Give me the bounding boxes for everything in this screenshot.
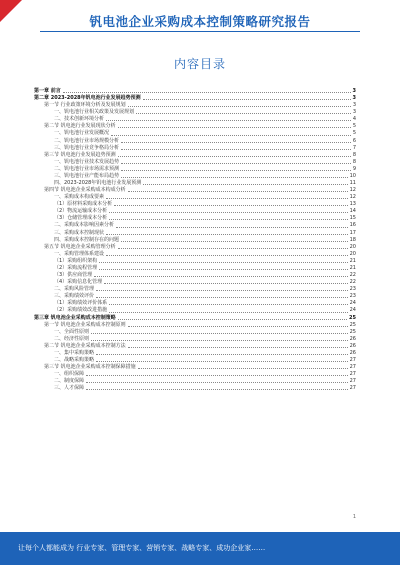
toc-entry[interactable] <box>34 152 356 159</box>
toc-entry-title: 第三节 钒电池企业采购成本控制保障措施 <box>44 364 136 371</box>
toc-leader-dots <box>109 311 347 313</box>
toc-leader-dots <box>121 148 351 150</box>
toc-entry-page: 15 <box>349 215 356 222</box>
toc-leader-dots <box>96 289 348 291</box>
toc-entry-page: 14 <box>349 208 356 215</box>
toc-entry-title: 三、人才保障 <box>54 385 85 392</box>
toc-leader-dots <box>128 105 351 107</box>
toc-entry[interactable] <box>34 159 356 166</box>
header-divider <box>40 31 360 32</box>
toc-entry-page: 4 <box>352 116 356 123</box>
toc-entry-page: 20 <box>349 243 356 250</box>
toc-entry-page: 27 <box>349 385 356 392</box>
toc-leader-dots <box>99 261 347 263</box>
toc-entry-page: 16 <box>349 222 356 229</box>
toc-entry-title: （1）原材料采购成本分析 <box>54 201 113 208</box>
toc-leader-dots <box>91 332 348 334</box>
toc-leader-dots <box>121 176 348 178</box>
toc-leader-dots <box>121 162 351 164</box>
toc-entry-page: 9 <box>352 165 356 172</box>
toc-entry-title: 第一节 钒电池企业采购成本控制原则 <box>44 321 126 328</box>
toc-entry-page: 7 <box>352 144 356 151</box>
toc-entry-title: 第二节 钒电池企业采购成本控制方法 <box>44 342 126 349</box>
toc-entry-title: 一、钒电池行业相关政策及发展规划 <box>54 109 135 116</box>
toc-leader-dots <box>91 339 348 341</box>
toc-entry-page: 25 <box>349 321 356 328</box>
toc-entry-page: 20 <box>349 250 356 257</box>
toc-entry[interactable] <box>34 258 356 265</box>
page-footer <box>0 532 400 565</box>
toc-entry-title: 四、采购成本控制存在的问题 <box>54 236 120 243</box>
toc-entry-page: 22 <box>349 272 356 279</box>
toc-entry-title: 一、钒电池行业发展概况 <box>54 130 110 137</box>
toc-entry-page: 17 <box>349 229 356 236</box>
toc-entry-title: 第三章 钒电池企业采购成本控制策略 <box>34 314 116 321</box>
toc-entry-title: 第三节 钒电池行业发展趋势预测 <box>44 151 116 158</box>
toc-leader-dots <box>106 197 348 199</box>
toc-entry-title: 第一章 前言 <box>34 88 61 94</box>
toc-entry-page: 24 <box>349 307 356 314</box>
toc-entry-title: 二、战略采购策略 <box>54 356 95 363</box>
toc-leader-dots <box>121 240 348 242</box>
toc-leader-dots <box>118 126 351 128</box>
toc-entry[interactable] <box>34 343 356 350</box>
toc-entry-title: 三、采购绩效评价 <box>54 293 95 300</box>
toc-entry[interactable] <box>34 173 356 180</box>
toc-entry-page: 5 <box>352 130 356 137</box>
toc-entry-title: 一、集中采购策略 <box>54 349 95 356</box>
toc-entry[interactable] <box>34 329 356 336</box>
toc-entry-title: 一、采购管理体系建设 <box>54 250 105 257</box>
toc-entry-title: 三、采购成本控制现状 <box>54 229 105 236</box>
toc-leader-dots <box>96 353 348 355</box>
toc-leader-dots <box>106 254 348 256</box>
toc-leader-dots <box>104 282 347 284</box>
toc-entry-page: 8 <box>352 158 356 165</box>
toc-entry-page: 22 <box>349 279 356 286</box>
toc-heading: 内容目录 <box>173 57 226 71</box>
toc-entry-page: 12 <box>349 194 356 201</box>
toc-entry[interactable] <box>34 350 356 357</box>
toc-entry[interactable] <box>34 322 356 329</box>
toc-entry-page: 5 <box>352 123 356 130</box>
toc-entry-page: 27 <box>349 364 356 371</box>
toc-leader-dots <box>128 346 348 348</box>
toc-entry-title: 二、钒电池行业市场规模分析 <box>54 137 120 144</box>
toc-entry-title: （1）采购绩效评价体系 <box>54 300 108 307</box>
toc-entry-title: （2）物流运输成本分析 <box>54 208 108 215</box>
toc-entry-title: （2）采购绩效改进措施 <box>54 307 108 314</box>
toc-entry[interactable] <box>34 385 356 392</box>
toc-entry[interactable] <box>34 237 356 244</box>
toc-entry-title: （3）供应商管理 <box>54 272 93 279</box>
toc-entry-title: 第五节 钒电池企业采购管理分析 <box>44 243 116 250</box>
toc-leader-dots <box>118 318 347 320</box>
toc-entry-page: 23 <box>349 293 356 300</box>
toc-leader-dots <box>118 247 348 249</box>
toc-entry-page: 3 <box>352 109 356 116</box>
toc-entry-title: 一、钒电池行业技术发展趋势 <box>54 158 120 165</box>
page-number: 1 <box>352 514 356 520</box>
toc-entry-page: 6 <box>352 137 356 144</box>
toc-entry-page: 26 <box>349 349 356 356</box>
toc-entry[interactable] <box>34 336 356 343</box>
toc-entry-page: 18 <box>349 236 356 243</box>
toc-leader-dots <box>143 183 347 185</box>
toc-leader-dots <box>109 303 347 305</box>
toc-leader-dots <box>94 275 347 277</box>
toc-entry-title: 二、经济性原则 <box>54 335 90 342</box>
report-title: 钒电池企业采购成本控制策略研究报告 <box>89 14 311 29</box>
toc-entry-page: 8 <box>352 151 356 158</box>
toc-leader-dots <box>106 119 351 121</box>
toc-leader-dots <box>96 296 348 298</box>
toc-entry-page: 12 <box>349 187 356 194</box>
table-of-contents <box>34 88 356 392</box>
toc-leader-dots <box>121 169 351 171</box>
toc-entry[interactable] <box>34 265 356 272</box>
toc-entry-title: 二、钒电池行业市场需求预测 <box>54 165 120 172</box>
toc-entry-page: 27 <box>349 378 356 385</box>
toc-leader-dots <box>128 190 348 192</box>
toc-entry-title: 第四节 钒电池企业采购成本构成分析 <box>44 187 126 194</box>
toc-entry-title: 二、技术创新环境分析 <box>54 116 105 123</box>
toc-entry-page: 3 <box>352 95 356 102</box>
toc-entry-title: 一、全面性原则 <box>54 328 90 335</box>
toc-leader-dots <box>138 367 348 369</box>
toc-entry-title: 三、钒电池行业产能布局趋势 <box>54 172 120 179</box>
toc-leader-dots <box>116 226 348 228</box>
toc-leader-dots <box>136 112 351 114</box>
toc-leader-dots <box>143 98 351 100</box>
toc-entry-title: （4）采购信息化管理 <box>54 279 103 286</box>
toc-entry-title: 第一节 行业政策环境分析及发展规划 <box>44 102 126 109</box>
toc-entry-title: 二、采购成本影响因素分析 <box>54 222 115 229</box>
toc-entry[interactable] <box>34 230 356 237</box>
toc-entry-title: （3）仓储管理成本分析 <box>54 215 108 222</box>
toc-entry-page: 27 <box>349 371 356 378</box>
toc-entry[interactable] <box>34 315 356 322</box>
toc-leader-dots <box>86 381 348 383</box>
toc-leader-dots <box>106 233 348 235</box>
toc-entry[interactable] <box>34 357 356 364</box>
toc-entry[interactable] <box>34 145 356 152</box>
toc-entry-title: 二、制度保障 <box>54 378 85 385</box>
toc-entry-title: （2）采购流程管理 <box>54 264 98 271</box>
toc-entry-page: 11 <box>349 180 356 187</box>
toc-entry-page: 25 <box>349 314 356 321</box>
toc-entry-page: 13 <box>349 201 356 208</box>
toc-entry-page: 21 <box>349 264 356 271</box>
toc-entry-page: 10 <box>349 172 356 179</box>
toc-entry[interactable] <box>34 307 356 314</box>
toc-entry-title: 第二节 钒电池行业发展现状分析 <box>44 123 116 130</box>
toc-entry-page: 3 <box>352 88 356 94</box>
footer-slogan: 让每个人都能成为 行业专家、管理专家、营销专家、战略专家、成功企业家…… <box>18 544 266 552</box>
toc-leader-dots <box>109 218 347 220</box>
toc-entry[interactable] <box>34 251 356 258</box>
toc-entry-page: 27 <box>349 356 356 363</box>
toc-entry[interactable] <box>34 166 356 173</box>
toc-leader-dots <box>86 374 348 376</box>
toc-entry-title: （1）采购组织架构 <box>54 257 98 264</box>
toc-entry-title: 一、采购成本构成要素 <box>54 194 105 201</box>
toc-entry-page: 24 <box>349 300 356 307</box>
toc-entry[interactable] <box>34 130 356 137</box>
toc-entry-page: 3 <box>352 102 356 109</box>
toc-entry[interactable] <box>34 244 356 251</box>
toc-leader-dots <box>128 325 348 327</box>
toc-leader-dots <box>109 211 347 213</box>
toc-entry-page: 26 <box>349 342 356 349</box>
toc-entry[interactable] <box>34 138 356 145</box>
toc-leader-dots <box>121 141 351 143</box>
toc-leader-dots <box>111 134 351 136</box>
toc-leader-dots <box>99 268 347 270</box>
toc-leader-dots <box>86 388 348 390</box>
toc-entry-title: 二、采购风险管理 <box>54 286 95 293</box>
page-header <box>0 0 400 36</box>
toc-entry-page: 23 <box>349 286 356 293</box>
toc-entry[interactable] <box>34 222 356 229</box>
toc-leader-dots <box>114 204 347 206</box>
toc-entry-title: 第二章 2023-2028年钒电池行业发展趋势预测 <box>34 95 141 102</box>
toc-entry-page: 26 <box>349 335 356 342</box>
toc-leader-dots <box>118 155 351 157</box>
toc-entry-title: 三、钒电池行业竞争格局分析 <box>54 144 120 151</box>
toc-entry-title: 一、组织保障 <box>54 371 85 378</box>
toc-entry-title: 四、2023-2028年钒电池行业发展预测 <box>54 180 142 187</box>
toc-entry-page: 21 <box>349 257 356 264</box>
toc-leader-dots <box>63 91 351 93</box>
toc-entry-page: 25 <box>349 328 356 335</box>
toc-leader-dots <box>96 360 348 362</box>
